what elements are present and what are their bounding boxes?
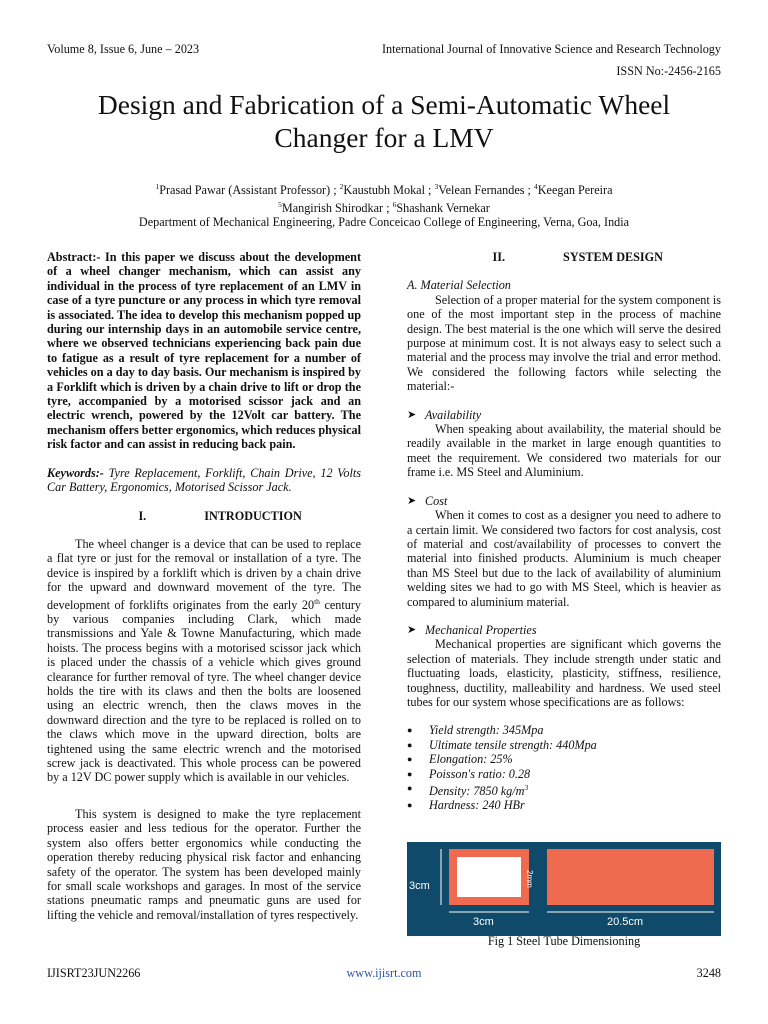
issn: ISSN No:-2456-2165 bbox=[616, 64, 721, 78]
figure-caption: Fig 1 Steel Tube Dimensioning bbox=[487, 934, 641, 948]
section-number: II. bbox=[492, 250, 506, 264]
author-sup: 1 bbox=[155, 182, 160, 191]
author: Velean Fernandes ; bbox=[438, 183, 534, 198]
steel-tube-figure bbox=[407, 842, 721, 936]
journal-volume: Volume 8, Issue 6, June – 2023 bbox=[47, 42, 200, 56]
author: Keegan Pereira bbox=[537, 183, 613, 198]
cost-heading bbox=[407, 494, 721, 508]
bullet-icon: ● bbox=[407, 800, 413, 811]
rect-tube-side bbox=[547, 849, 714, 905]
list-item bbox=[407, 798, 721, 812]
bullet-icon: ● bbox=[407, 725, 413, 736]
arrow-bullet-icon: ➤ bbox=[407, 408, 417, 421]
intro-p1-a: The wheel changer is a device that can be used to replace a flat tyre or just for the removal or installation of a tyre. The device is inspired by a forklift which is driven by a chain drive for the upward and downward movement of the tyre. The development of forklifts originates from the early 20 bbox=[47, 536, 361, 612]
list-item bbox=[407, 767, 721, 781]
bullet-icon: ● bbox=[407, 783, 413, 793]
property-text: Elongation: 25% bbox=[429, 752, 513, 767]
right-column bbox=[407, 250, 721, 813]
author-sup: 6 bbox=[392, 199, 397, 209]
property-text: Hardness: 240 HBr bbox=[429, 798, 525, 813]
author-line-1 bbox=[0, 180, 768, 198]
label-3cm-left: 3cm bbox=[409, 880, 430, 892]
list-item bbox=[407, 738, 721, 752]
intro-paragraph-1 bbox=[47, 537, 361, 785]
properties-list bbox=[407, 723, 721, 813]
property-text: Yield strength: 345Mpa bbox=[429, 723, 544, 738]
keywords bbox=[47, 466, 361, 495]
arrow-bullet-icon: ➤ bbox=[407, 623, 417, 636]
author: Kaustubh Mokal ; bbox=[343, 183, 435, 198]
list-item bbox=[407, 723, 721, 737]
author: Prasad Pawar (Assistant Professor) ; bbox=[159, 183, 340, 198]
label-2mm: 2mm bbox=[525, 870, 534, 888]
tube-dimension-drawing bbox=[407, 842, 721, 936]
section-title: SYSTEM DESIGN bbox=[563, 250, 663, 264]
cost-heading-text: Cost bbox=[425, 493, 448, 508]
material-selection-paragraph: Selection of a proper material for the system component is one of the most important step in the process of machine design. The best material is the one which will serve the desired purpose at minimum cost. It is not always easy to select such a material and the process may involve the trial and error method. We considered the following factors while selecting the material:- bbox=[407, 292, 721, 394]
density-sup: 3 bbox=[524, 783, 529, 792]
cost-paragraph: When it comes to cost as a designer you need to adhere to a certain limit. We considered two factors for cost analysis, cost of material and cost/availability of processes to convert the material into finished products. Aluminium is much cheaper than MS Steel but due to the lack of availability of aluminium welding sites we had to go with MS Steel, which is heavier as compared to aluminium material. bbox=[407, 508, 721, 609]
property-text: Poisson's ratio: 0.28 bbox=[429, 766, 531, 781]
author-sup: 2 bbox=[339, 182, 344, 191]
availability-heading bbox=[407, 408, 721, 422]
abstract: Abstract:- In this paper we discuss about the development of a wheel changer mechanism, which can assist any individual in the process of tyre replacement of an LMV in case of a tyre puncture or any process in which tyre removal is associated. The idea to develop this mechanism popped up during our internship days in an automobile service centre, where we observed technicians experiencing back pain due to fatigue as a result of tyre replacement for a number of vehicles on a day to day basis. Our mechanism is inspired by a Forklift which is driven by a chain drive to lift or drop the tyre, accompanied by a motorised scissor jack and an electric wrench, powered by the 12Volt car battery. The mechanism offers better ergonomics, which reduces physical risk factor and can assist in reducing back pain. bbox=[47, 250, 362, 452]
list-item bbox=[407, 752, 721, 766]
title-line-1: Design and Fabrication of a Semi-Automatic Wheel bbox=[97, 89, 671, 120]
bullet-icon: ● bbox=[407, 754, 413, 765]
author-line-2 bbox=[0, 198, 768, 216]
section-title: INTRODUCTION bbox=[204, 508, 302, 523]
author: Shashank Vernekar bbox=[396, 200, 490, 215]
author-sup: 4 bbox=[533, 182, 538, 191]
property-text: Ultimate tensile strength: 440Mpa bbox=[429, 737, 597, 752]
journal-website-link[interactable]: www.ijisrt.com bbox=[346, 966, 422, 980]
author: Mangirish Shirodkar ; bbox=[281, 200, 393, 215]
journal-name: International Journal of Innovative Science and Research Technology bbox=[381, 42, 721, 56]
department: Department of Mechanical Engineering, Padre Conceicao College of Engineering, Verna, Goa, India bbox=[138, 215, 630, 230]
square-tube-inner bbox=[457, 857, 521, 897]
paper-id: IJISRT23JUN2266 bbox=[47, 966, 141, 980]
mechanical-properties-heading bbox=[407, 623, 721, 637]
availability-heading-text: Availability bbox=[425, 407, 482, 422]
section-number: I. bbox=[138, 508, 147, 523]
author-sup: 5 bbox=[278, 199, 282, 209]
author-block bbox=[0, 180, 768, 230]
keywords-text: Tyre Replacement, Forklift, Chain Drive, 12 Volts Car Battery, Ergonomics, Motorised Scissor Jack. bbox=[47, 465, 362, 495]
bullet-icon: ● bbox=[407, 739, 413, 750]
availability-paragraph: When speaking about availability, the material should be readily available in the market in large enough quantities to meet the requirement. We considered two materials for our frame i.e. MS Steel and Aluminium. bbox=[407, 422, 721, 480]
density-text: Density: 7850 kg/m bbox=[429, 784, 525, 799]
mechanical-properties-paragraph: Mechanical properties are significant which governs the selection of materials. They include strength under static and fluctuating loads, elasticity, plasticity, stiffness, resilience, toughness, ductility, malleability and hardness. We used steel tubes for our system whose specifications are as follows: bbox=[407, 637, 721, 709]
page-number: 3248 bbox=[696, 966, 721, 980]
left-column bbox=[47, 250, 361, 922]
label-3cm-bottom: 3cm bbox=[473, 916, 494, 928]
title-line-2: Changer for a LMV bbox=[274, 122, 494, 153]
label-20-5cm: 20.5cm bbox=[607, 916, 644, 928]
intro-p1-b: century by various companies including Clark, which made transmissions and Yale & Towne Manufacturing, which made hoists. The process begins with a motorised scissor jack which is placed under the chassis of a vehicle which gives ground clearance for further removal of tyre. The wheel changer device holds the tire with its claws and then the bolts are loosened using an electric wrench, then the claws moves in the downward direction and the tyre to be replaced is rolled on to the claws which move in the upward direction, bolts are tightened using the same electric wrench and the motorised screw jack is deactivated. This whole process can be powered by a 12V DC power supply which is available in our vehicles. bbox=[47, 597, 361, 785]
intro-paragraph-2: This system is designed to make the tyre replacement process easier and less tedious for the operator. Further the system also offers better ergonomics while conducting the operation thereby reducing physical risk factor and enhancing safety of the operator. The system has been developed mainly for small scale workshops and garages. In most of the service stations pneumatic ramps and pneumatic guns are used for lifting the vehicle and removal/installation of tyres respectively. bbox=[47, 806, 361, 922]
bullet-icon: ● bbox=[407, 768, 413, 779]
intro-p1-sup: th bbox=[314, 596, 320, 606]
keywords-label: Keywords:- bbox=[47, 465, 104, 480]
author-sup: 3 bbox=[434, 182, 439, 191]
property-text bbox=[429, 781, 528, 798]
section-heading-introduction bbox=[47, 509, 361, 523]
arrow-bullet-icon: ➤ bbox=[407, 494, 417, 507]
paper-title bbox=[0, 88, 768, 154]
section-heading-system-design bbox=[407, 250, 721, 264]
mechanical-properties-heading-text: Mechanical Properties bbox=[425, 622, 537, 637]
list-item bbox=[407, 781, 721, 798]
subsection-material-selection: A. Material Selection bbox=[407, 278, 511, 293]
